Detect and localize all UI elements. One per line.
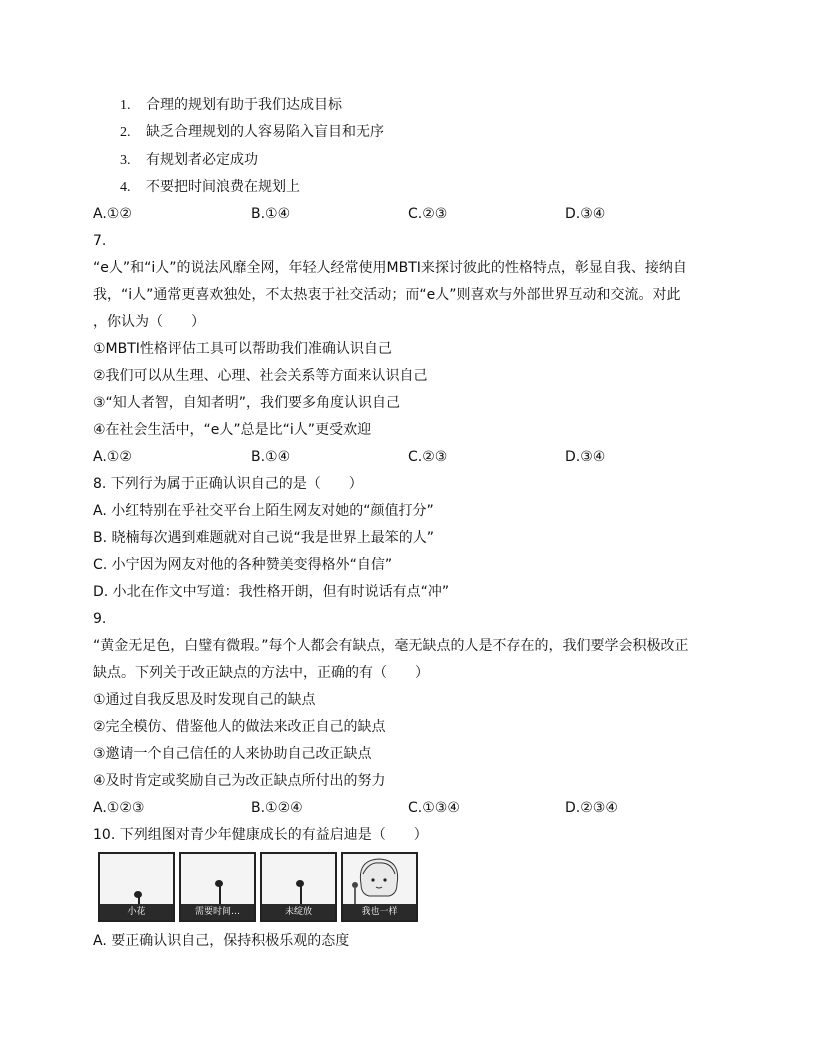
- q7-statement-2: ②我们可以从生理、心理、社会关系等方面来认识自己: [93, 368, 428, 384]
- q7-option-a: A.①②: [93, 449, 132, 465]
- q8-option-d: D. 小北在作文中写道：我性格开朗，但有时说话有点“冲”: [93, 584, 450, 600]
- q8-option-a: A. 小红特别在乎社交平台上陌生网友对她的“颜值打分”: [93, 503, 434, 519]
- q7-option-c: C.②③: [408, 449, 448, 465]
- comic-strip: [98, 852, 420, 922]
- q9-statement-3: ③邀请一个自己信任的人来协助自己改正缺点: [93, 746, 372, 762]
- q7-stem-line-3: ，你认为（ ）: [93, 314, 205, 330]
- q6-item-4: 4. 不要把时间浪费在规划上: [120, 179, 300, 195]
- q7-options: [93, 447, 733, 467]
- comic-caption-1: 小花: [127, 907, 146, 917]
- q9-statement-2: ②完全模仿、借鉴他人的做法来改正自己的缺点: [93, 719, 386, 735]
- q7-statement-4: ④在社会生活中，“e人”总是比“i人”更受欢迎: [93, 422, 372, 438]
- q9-option-c: C.①③④: [408, 800, 460, 816]
- q6-item-3: 3. 有规划者必定成功: [120, 152, 258, 168]
- q6-option-b: B.①④: [251, 206, 291, 222]
- q6-item-2: 2. 缺乏合理规划的人容易陷入盲目和无序: [120, 124, 384, 140]
- q7-stem-line-2: 我，“i人”通常更喜欢独处，不太热衷于社交活动；而“e人”则喜欢与外部世界互动和交流。对此: [93, 287, 681, 303]
- q9-option-a: A.①②③: [93, 800, 145, 816]
- comic-caption-3: 未绽放: [284, 907, 312, 917]
- comic-caption-4: 我也一样: [361, 907, 398, 917]
- comic-panel-3: [260, 852, 337, 922]
- q6-option-d: D.③④: [565, 206, 606, 222]
- bud-icon: [134, 891, 142, 898]
- flower-stem-icon: [219, 884, 221, 904]
- q9-statement-1: ①通过自我反思及时发现自己的缺点: [93, 692, 316, 708]
- q9-stem-line-1: “黄金无足色，白璧有微瑕。”每个人都会有缺点，毫无缺点的人是不存在的，我们要学会积极改正: [93, 638, 689, 654]
- q9-statement-4: ④及时肯定或奖励自己为改正缺点所付出的努力: [93, 773, 386, 789]
- comic-panel-1: [98, 852, 175, 922]
- girl-with-flower-icon: [343, 854, 416, 906]
- comic-caption-2: 需要时间…: [194, 907, 240, 917]
- q9-option-b: B.①②④: [251, 800, 303, 816]
- q6-option-c: C.②③: [408, 206, 448, 222]
- q7-option-d: D.③④: [565, 449, 606, 465]
- q7-number: 7.: [93, 233, 107, 249]
- comic-panel-2: [179, 852, 256, 922]
- flower-bud-icon: [296, 880, 304, 887]
- q8-option-c: C. 小宁因为网友对他的各种赞美变得格外“自信”: [93, 557, 393, 573]
- q7-option-b: B.①④: [251, 449, 291, 465]
- q8-option-b: B. 晓楠每次遇到难题就对自己说“我是世界上最笨的人”: [93, 530, 435, 546]
- q6-options: [93, 204, 733, 224]
- q9-stem-line-2: 缺点。下列关于改正缺点的方法中，正确的有（ ）: [93, 665, 429, 681]
- q7-statement-3: ③“知人者智，自知者明”，我们要多角度认识自己: [93, 395, 401, 411]
- flower-bud-icon: [215, 880, 223, 887]
- flower-stem-icon: [300, 884, 302, 904]
- q9-number: 9.: [93, 611, 107, 627]
- comic-panel-4: [341, 852, 418, 922]
- q9-option-d: D.②③④: [565, 800, 618, 816]
- q10-stem: 10. 下列组图对青少年健康成长的有益启迪是（ ）: [93, 827, 428, 843]
- q6-option-a: A.①②: [93, 206, 132, 222]
- q9-options: [93, 798, 733, 818]
- q6-item-1: 1. 合理的规划有助于我们达成目标: [120, 97, 342, 113]
- q8-stem: 8. 下列行为属于正确认识自己的是（ ）: [93, 476, 363, 492]
- q7-stem-line-1: “e人”和“i人”的说法风靡全网，年轻人经常使用MBTI来探讨彼此的性格特点，彰显自我、接纳自: [93, 260, 687, 276]
- q10-option-a: A. 要正确认识自己，保持积极乐观的态度: [93, 933, 350, 949]
- q7-statement-1: ①MBTI性格评估工具可以帮助我们准确认识自己: [93, 341, 392, 357]
